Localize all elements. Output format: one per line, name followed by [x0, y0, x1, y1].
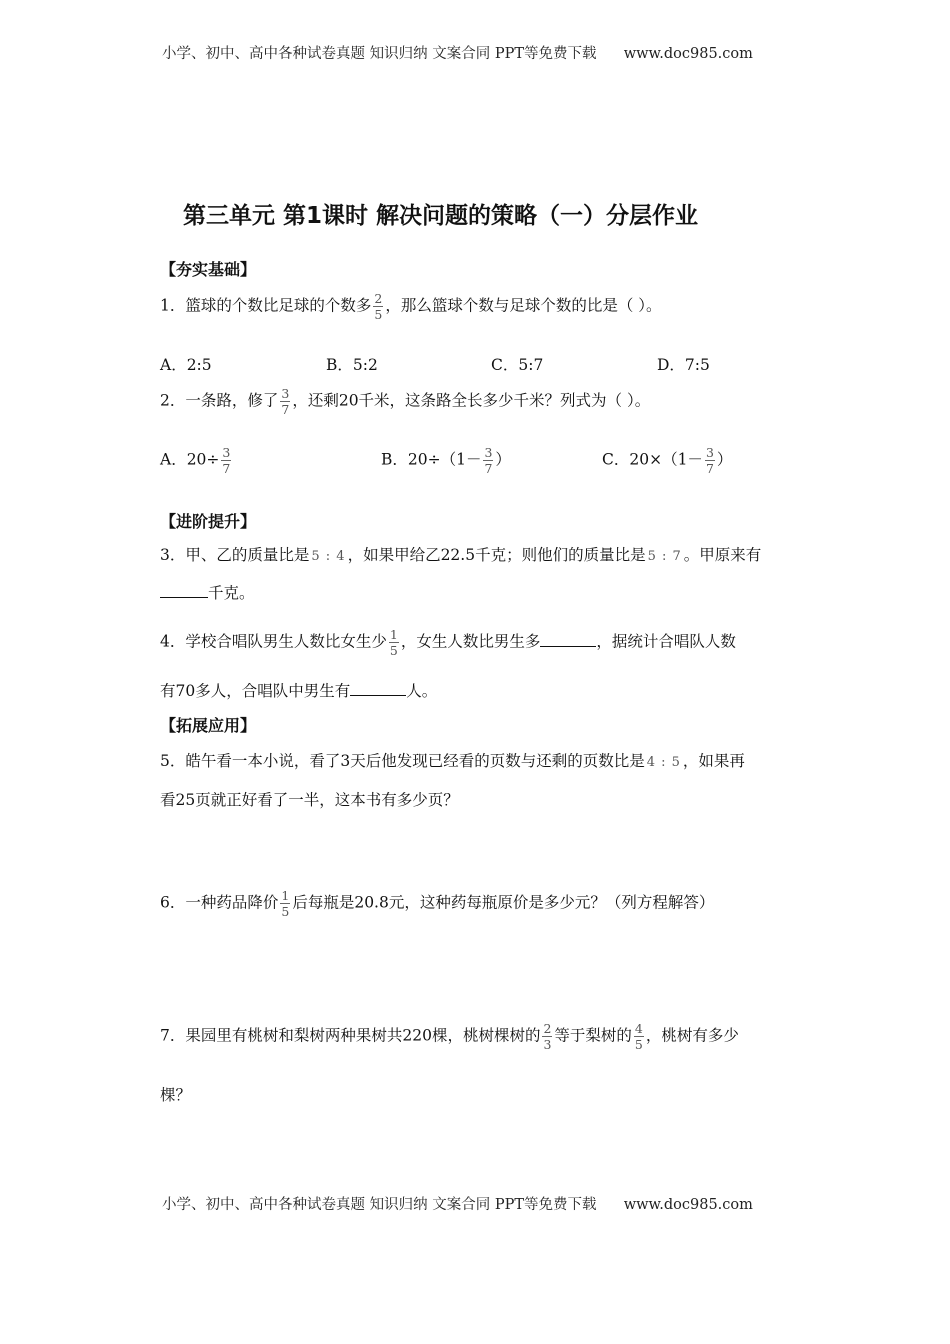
q2-text-after: ，还剩20千米，这条路全长多少千米？列式为（ ）。	[292, 391, 651, 410]
q6-fraction: $\frac{1}{5}$	[281, 888, 290, 920]
q1-option-c: C．5:7	[491, 356, 544, 374]
question-2	[160, 387, 650, 416]
q1-option-a: A．2:5	[160, 356, 212, 374]
footer-url: www.doc985.com	[623, 1197, 753, 1213]
question-4: 4．学校合唱队男生人数比女生少 $\frac{1}{5}$ ，女生人数比男生多 ，据统计合唱队人数	[160, 627, 736, 659]
q4-fraction: $\frac{1}{5}$	[389, 627, 398, 659]
q7-fraction-2: $\frac{4}{5}$	[634, 1021, 643, 1053]
question-5: 5．皓午看一本小说，看了3天后他发现已经看的页数与还剩的页数比是 4 : 5 ，如果再	[160, 752, 745, 770]
q1-text-before: 1．篮球的个数比足球的个数多	[160, 296, 372, 315]
section-heading-advanced: 【进阶提升】	[160, 512, 257, 531]
question-7-line-2: 棵？	[160, 1086, 192, 1104]
header-url: www.doc985.com	[623, 46, 753, 62]
question-1	[160, 292, 662, 321]
q5-ratio: 4 : 5	[646, 755, 681, 770]
q4-answer-blank-2[interactable]	[350, 681, 406, 696]
question-5-line-2: 看25页就正好看了一半，这本书有多少页？	[160, 791, 459, 809]
section-heading-extended: 【拓展应用】	[160, 716, 257, 735]
q1-text-after: ，那么篮球个数与足球个数的比是（ ）。	[385, 296, 662, 315]
q2-fraction: $\frac{3}{7}$	[281, 386, 290, 418]
q2-text-before: 2．一条路，修了	[160, 391, 279, 410]
q2-option-a: A．20÷ $\frac{3}{7}$	[160, 445, 231, 477]
q2-option-c: C．20×（1－ $\frac{3}{7}$ ）	[602, 445, 733, 477]
question-3-line-2: 千克。	[160, 581, 255, 603]
q1-option-b: B．5:2	[326, 356, 378, 374]
page-title: 第三单元 第1课时 解决问题的策略（一）分层作业	[183, 203, 699, 229]
header-text: 小学、初中、高中各种试卷真题 知识归纳 文案合同 PPT等免费下载	[162, 46, 597, 62]
footer-text: 小学、初中、高中各种试卷真题 知识归纳 文案合同 PPT等免费下载	[162, 1197, 597, 1213]
q4-answer-blank-1[interactable]	[540, 632, 596, 647]
q2-option-b: B．20÷（1－ $\frac{3}{7}$ ）	[381, 445, 511, 477]
page-footer	[162, 1193, 753, 1214]
question-4-line-2: 有70多人，合唱队中男生有 人。	[160, 682, 438, 700]
q1-fraction: $\frac{2}{5}$	[374, 291, 383, 323]
question-6: 6．一种药品降价 $\frac{1}{5}$ 后每瓶是20.8元，这种药每瓶原价是多少元？（列方程解答）	[160, 888, 715, 920]
q7-fraction-1: $\frac{2}{3}$	[543, 1021, 552, 1053]
q3-ratio-1: 5 : 4	[311, 549, 346, 564]
q3-ratio-2: 5 : 7	[647, 549, 682, 564]
q3-answer-blank[interactable]	[160, 583, 208, 598]
question-7: 7．果园里有桃树和梨树两种果树共220棵，桃树棵树的 $\frac{2}{3}$ 等于梨树的 $\frac{4}{5}$ ，桃树有多少	[160, 1021, 739, 1053]
page-header	[162, 42, 753, 63]
q1-option-d: D．7:5	[657, 356, 710, 374]
question-3: 3．甲、乙的质量比是 5 : 4 ，如果甲给乙22.5千克；则他们的质量比是 5 : 7 。甲原来有	[160, 546, 762, 564]
section-heading-basic: 【夯实基础】	[160, 260, 257, 279]
